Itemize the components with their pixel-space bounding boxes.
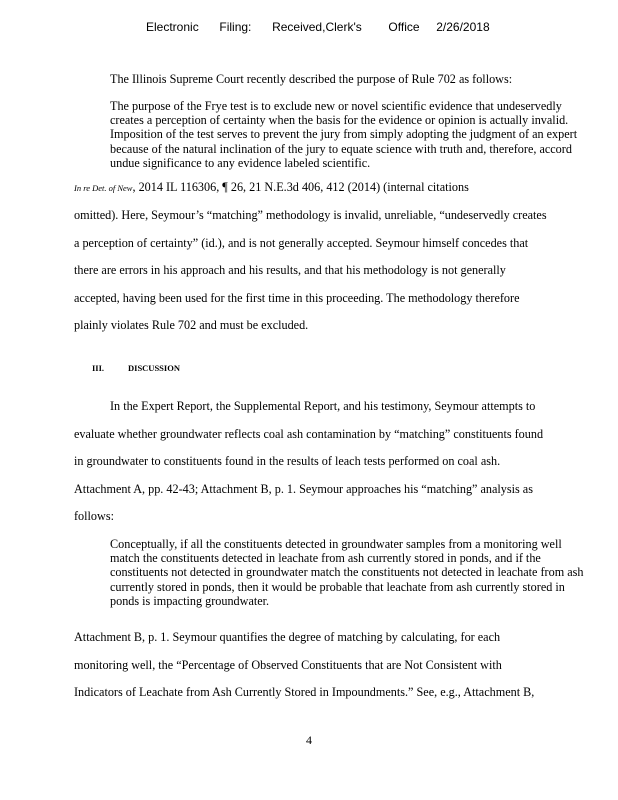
- header-date: 2/26/2018: [436, 20, 490, 34]
- para2-line: In the Expert Report, the Supplemental Report, and his testimony, Seymour attempts to: [110, 399, 536, 413]
- para1-line: accepted, having been used for the first time in this proceeding. The methodology therefore: [74, 290, 520, 305]
- para1-line: omitted). Here, Seymour’s “matching” methodology is invalid, unreliable, “undeservedly creates: [74, 208, 547, 222]
- citation-line: [74, 174, 594, 203]
- intro-text: The Illinois Supreme Court recently described the purpose of Rule 702 as follows:: [110, 72, 513, 86]
- block-quote-conceptually-text: Conceptually, if all the constituents detected in groundwater samples from a monitoring well match the constituents detected in leachate from ash currently stored in ponds, and if the constituents not detected in groundwater match the constituents not detected in leachate from ash currently stored in ponds, then it would be probable that leachate from ash currently stored in ponds is impacting groundwater.: [110, 537, 584, 608]
- page-number: 4: [306, 733, 312, 747]
- header-received: Received,Clerk's: [272, 20, 362, 34]
- section-title: DISCUSSION: [128, 363, 180, 373]
- paragraph-rule-702: [74, 202, 594, 340]
- para3-line: Indicators of Leachate from Ash Currently Stored in Impoundments.” See, e.g., Attachment B,: [74, 685, 535, 699]
- para1-line: a perception of certainty” (id.), and is not generally accepted. Seymour himself concedes that: [74, 235, 529, 250]
- intro-paragraph: [74, 66, 594, 94]
- para2-line: follows:: [74, 509, 114, 523]
- para3-line: monitoring well, the “Percentage of Observed Constituents that are Not Consistent with: [74, 657, 502, 672]
- para3-line: Attachment B, p. 1. Seymour quantifies the degree of matching by calculating, for each: [74, 630, 501, 644]
- para2-line: evaluate whether groundwater reflects coal ash contamination by “matching” constituents found: [74, 426, 544, 441]
- filing-stamp-header: [146, 20, 490, 34]
- citation-rest: , 2014 IL 116306, ¶ 26, 21 N.E.3d 406, 412 (2014) (internal citations: [132, 180, 469, 194]
- block-quote-frye: [110, 99, 592, 170]
- case-name: In re Det. of New: [74, 183, 133, 193]
- para2-line: Attachment A, pp. 42-43; Attachment B, p. 1. Seymour approaches his “matching” analysis as: [74, 481, 533, 496]
- paragraph-attachment-b: [74, 624, 594, 707]
- header-electronic: Electronic: [146, 20, 199, 34]
- block-quote-frye-text: The purpose of the Frye test is to exclude new or novel scientific evidence that undeservedly creates a perception of certainty when the basis for the evidence or opinion is actually invalid. Imposition of the test serves to prevent the jury from simply adopting the judgment of an expert because of the natural inclination of the jury to equate science with truth and, therefore, accord undue significance to any evidence labeled scientific.: [110, 99, 578, 170]
- header-filing: Filing:: [219, 20, 252, 34]
- paragraph-discussion: [74, 393, 594, 531]
- para1-line: plainly violates Rule 702 and must be excluded.: [74, 318, 309, 332]
- para2-line: in groundwater to constituents found in the results of leach tests performed on coal ash.: [74, 454, 501, 468]
- header-office: Office: [388, 20, 420, 34]
- section-heading: [92, 363, 180, 373]
- section-number: III.: [92, 363, 105, 373]
- block-quote-conceptually: [110, 537, 592, 608]
- para1-line: there are errors in his approach and his results, and that his methodology is not generally: [74, 263, 506, 277]
